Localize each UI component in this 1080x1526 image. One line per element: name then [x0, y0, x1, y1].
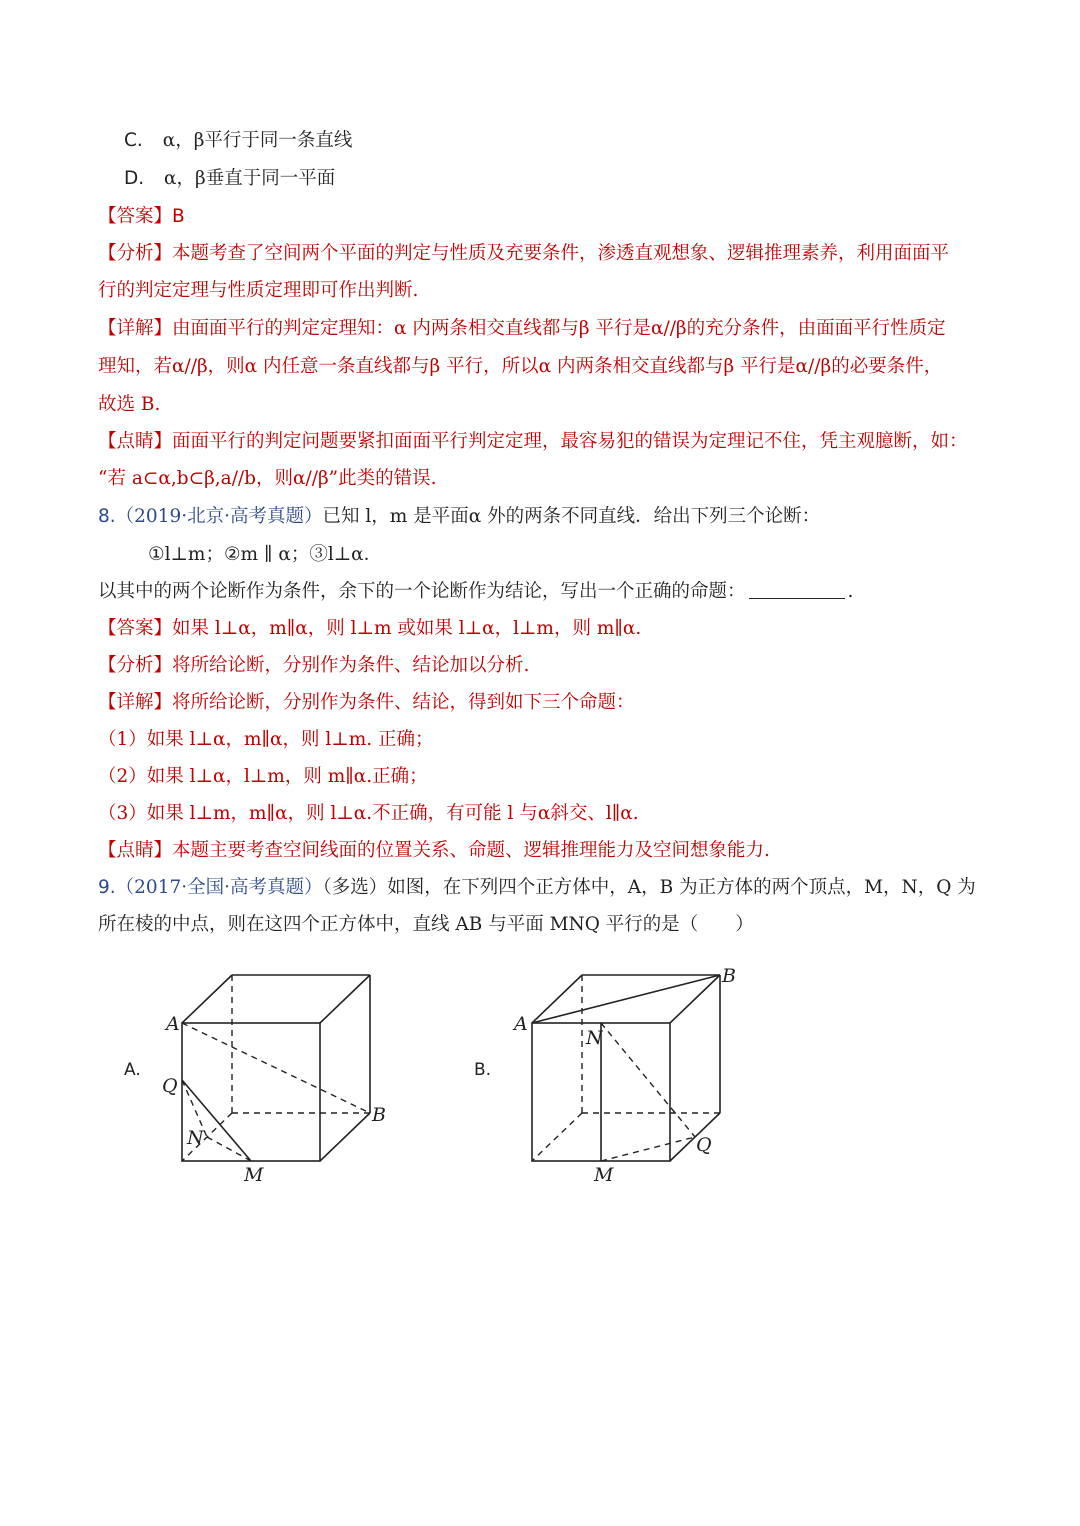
q8-comment-tag: 【点睛】	[98, 840, 173, 861]
prev-answer-value: B	[172, 206, 185, 227]
figure-b-option-label: B.	[474, 1060, 492, 1080]
q8-analysis	[98, 651, 988, 681]
label-n: N	[187, 1127, 204, 1149]
prev-detail-text1: 由面面平行的判定定理知：α 内两条相交直线都与β 平行是α//β的充分条件，由面面平行性质定	[172, 318, 946, 339]
label-q: Q	[696, 1134, 712, 1156]
prev-analysis-line1	[98, 239, 988, 269]
option-c-label: C.	[124, 130, 143, 151]
prev-detail-line1	[98, 314, 988, 344]
option-c-text: α，β平行于同一条直线	[162, 130, 353, 151]
q8-statements: ①l⊥m；②m ∥ α；③l⊥α．	[148, 544, 383, 565]
q9-number: 9.	[98, 877, 116, 898]
q8-task	[98, 577, 988, 607]
line-ab	[182, 1023, 370, 1113]
q8-detail-item-1: （1）如果 l⊥α，m∥α，则 l⊥m. 正确；	[98, 729, 434, 750]
prev-comment-line1	[98, 427, 988, 457]
prev-analysis-text1: 本题考查了空间两个平面的判定与性质及充要条件，渗透直观想象、逻辑推理素养，利用面面平	[172, 243, 950, 264]
figure-b	[500, 960, 750, 1195]
option-c	[124, 126, 1014, 156]
q9-source: （2017·全国·高考真题）	[115, 877, 323, 898]
prev-comment-text1: 面面平行的判定问题要紧扣面面平行判定定理，最容易犯的错误为定理记不住，凭主观臆断，如：	[172, 431, 968, 452]
label-b: B	[722, 965, 736, 987]
figure-a-option-label: A.	[124, 1060, 141, 1080]
prev-comment-tag: 【点睛】	[98, 431, 173, 452]
q8-source: （2019·北京·高考真题）	[115, 506, 323, 527]
q8-stem-text: 已知 l，m 是平面α 外的两条不同直线．给出下列三个论断：	[322, 506, 821, 527]
line-ab	[532, 975, 720, 1023]
q8-detail-tag: 【详解】	[98, 692, 173, 713]
label-m: M	[244, 1164, 264, 1186]
option-d-label: D.	[124, 168, 145, 189]
q8-stem	[98, 502, 988, 532]
q8-task-end: .	[847, 581, 854, 602]
label-q: Q	[162, 1075, 178, 1097]
option-d	[124, 164, 1014, 194]
q8-detail	[98, 688, 988, 718]
label-n: N	[586, 1027, 603, 1049]
prev-answer-tag: 【答案】	[98, 206, 173, 227]
label-m: M	[594, 1164, 614, 1186]
q9-stem-line1	[98, 873, 988, 903]
q8-detail-item-2: （2）如果 l⊥α，l⊥m，则 m∥α.正确；	[98, 766, 428, 787]
prev-detail-tag: 【详解】	[98, 318, 173, 339]
label-a: A	[514, 1013, 528, 1035]
option-d-text: α，β垂直于同一平面	[164, 168, 336, 189]
q8-comment	[98, 836, 988, 866]
label-b: B	[372, 1104, 386, 1126]
q8-detail-item-3: （3）如果 l⊥m，m∥α，则 l⊥α.不正确，有可能 l 与α斜交、l∥α.	[98, 803, 639, 824]
q9-stem-text1: （多选）如图，在下列四个正方体中，A，B 为正方体的两个顶点，M，N，Q 为	[322, 877, 976, 898]
cube-a-diagram	[150, 960, 400, 1190]
prev-analysis-tag: 【分析】	[98, 243, 173, 264]
prev-answer	[98, 202, 988, 232]
q8-analysis-tag: 【分析】	[98, 655, 173, 676]
q8-answer-tag: 【答案】	[98, 618, 173, 639]
line-nq	[601, 1023, 695, 1137]
label-a: A	[166, 1013, 180, 1035]
line-mq	[601, 1137, 695, 1161]
q8-answer	[98, 614, 988, 644]
prev-analysis-line2: 行的判定定理与性质定理即可作出判断.	[98, 280, 419, 301]
q8-number: 8.	[98, 506, 116, 527]
answer-blank	[749, 580, 845, 599]
prev-comment-line2: “若 a⊂α,b⊂β,a//b，则α//β”此类的错误.	[98, 468, 437, 489]
line-nm	[207, 1137, 251, 1161]
q9-stem-line2: 所在棱的中点，则在这四个正方体中，直线 AB 与平面 MNQ 平行的是（ ）	[98, 914, 754, 935]
q8-detail-text: 将所给论断，分别作为条件、结论，得到如下三个命题：	[172, 692, 635, 713]
prev-detail-line3: 故选 B.	[98, 394, 161, 415]
cube-b-diagram	[500, 960, 750, 1190]
prev-detail-line2: 理知，若α//β，则α 内任意一条直线都与β 平行，所以α 内两条相交直线都与β 平行是α//β的必要条件，	[98, 356, 943, 377]
q8-task-text: 以其中的两个论断作为条件，余下的一个论断作为结论，写出一个正确的命题：	[98, 581, 746, 602]
q8-answer-text: 如果 l⊥α，m∥α，则 l⊥m 或如果 l⊥α，l⊥m，则 m∥α.	[172, 618, 642, 639]
q8-analysis-text: 将所给论断，分别作为条件、结论加以分析.	[172, 655, 530, 676]
figure-a	[150, 960, 400, 1195]
q8-comment-text: 本题主要考查空间线面的位置关系、命题、逻辑推理能力及空间想象能力.	[172, 840, 770, 861]
